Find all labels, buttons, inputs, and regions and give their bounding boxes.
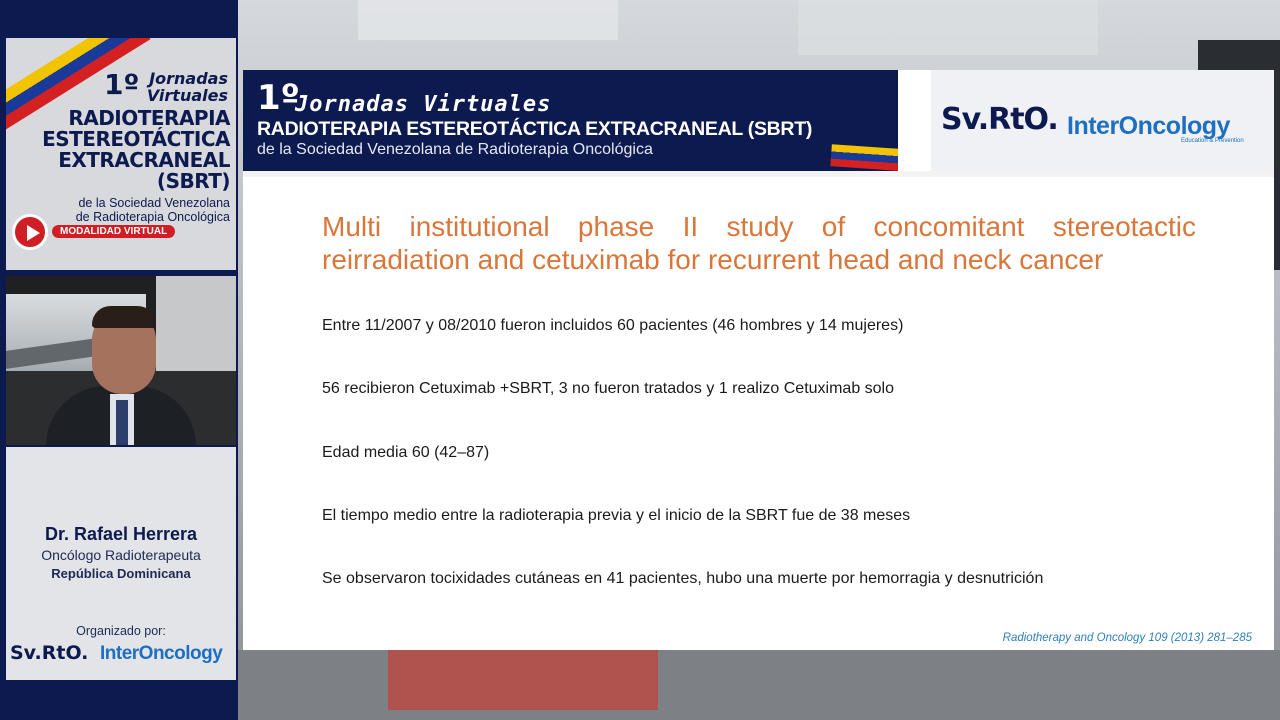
list-item: Edad media 60 (42–87) <box>322 443 490 461</box>
banner-subtitle: de la Sociedad Venezolana de Radioterapia Oncológica <box>257 141 653 158</box>
speaker-country: República Dominicana <box>51 566 191 581</box>
speaker-name: Dr. Rafael Herrera <box>44 524 198 544</box>
interoncology-logo: InterOncology <box>1067 112 1230 140</box>
event-sub-line1: de la Sociedad Venezolana <box>78 196 230 210</box>
play-icon <box>12 214 48 250</box>
ceiling-light <box>358 0 618 40</box>
banner-number: 1º <box>257 78 300 118</box>
slide-citation: Radiotherapy and Oncology 109 (2013) 281–285 <box>1002 632 1252 644</box>
event-title-script <box>147 70 228 104</box>
event-line2: Virtuales <box>146 86 228 105</box>
banner-title: RADIOTERAPIA ESTEREOTÁCTICA EXTRACRANEAL (SBRT) <box>257 118 813 140</box>
organizer-logos <box>10 642 236 668</box>
event-sub-line2: de Radioterapia Oncológica <box>75 210 230 224</box>
svrto-logo: Sv.RtO. <box>10 642 89 664</box>
presentation-slide <box>243 70 1274 650</box>
ceiling-light <box>798 0 1098 55</box>
speaker-tie <box>116 400 128 445</box>
venezuela-flag-ribbon <box>830 144 898 171</box>
speaker-role: Oncólogo Radioterapeuta <box>41 547 201 563</box>
list-item: Se observaron tocixidades cutáneas en 41 pacientes, hubo una muerte por hemorragia y desnutrición <box>322 570 1044 588</box>
speaker-info-panel <box>6 447 236 680</box>
banner-jornadas: Jornadas Virtuales <box>295 92 552 117</box>
event-number: 1º <box>104 68 140 101</box>
slide-title: Multi institutional phase II study of concomitant stereotactic reirradiation and cetuximab for recurrent head and neck cancer <box>322 211 1196 275</box>
event-line1: Jornadas <box>149 69 228 88</box>
sidebar <box>0 0 238 720</box>
list-item: 56 recibieron Cetuximab +SBRT, 3 no fueron tratados y 1 realizo Cetuximab solo <box>322 380 895 398</box>
slide-bullet-list <box>322 316 1222 632</box>
background-red-equipment <box>388 650 658 710</box>
speaker-hair <box>92 306 156 328</box>
modality-badge: MODALIDAD VIRTUAL <box>52 225 175 238</box>
speaker-webcam <box>6 276 236 445</box>
event-poster <box>6 38 236 270</box>
slide-divider <box>243 171 1274 177</box>
list-item: El tiempo medio entre la radioterapia previa y el inicio de la SBRT fue de 38 meses <box>322 506 911 524</box>
interoncology-tagline: Education & Prevention <box>1181 138 1244 144</box>
interoncology-logo: InterOncology <box>100 643 223 664</box>
event-title-big: RADIOTERAPIA ESTEREOTÁCTICA EXTRACRANEAL (SBRT) <box>42 106 230 193</box>
organized-by-label: Organizado por: <box>76 624 166 638</box>
slide-banner <box>243 70 898 171</box>
logo-band <box>931 70 1274 171</box>
event-subtitle <box>76 196 230 224</box>
list-item: Entre 11/2007 y 08/2010 fueron incluidos 60 pacientes (46 hombres y 14 mujeres) <box>322 317 904 334</box>
svrto-logo: Sv.RtO. <box>941 102 1058 137</box>
